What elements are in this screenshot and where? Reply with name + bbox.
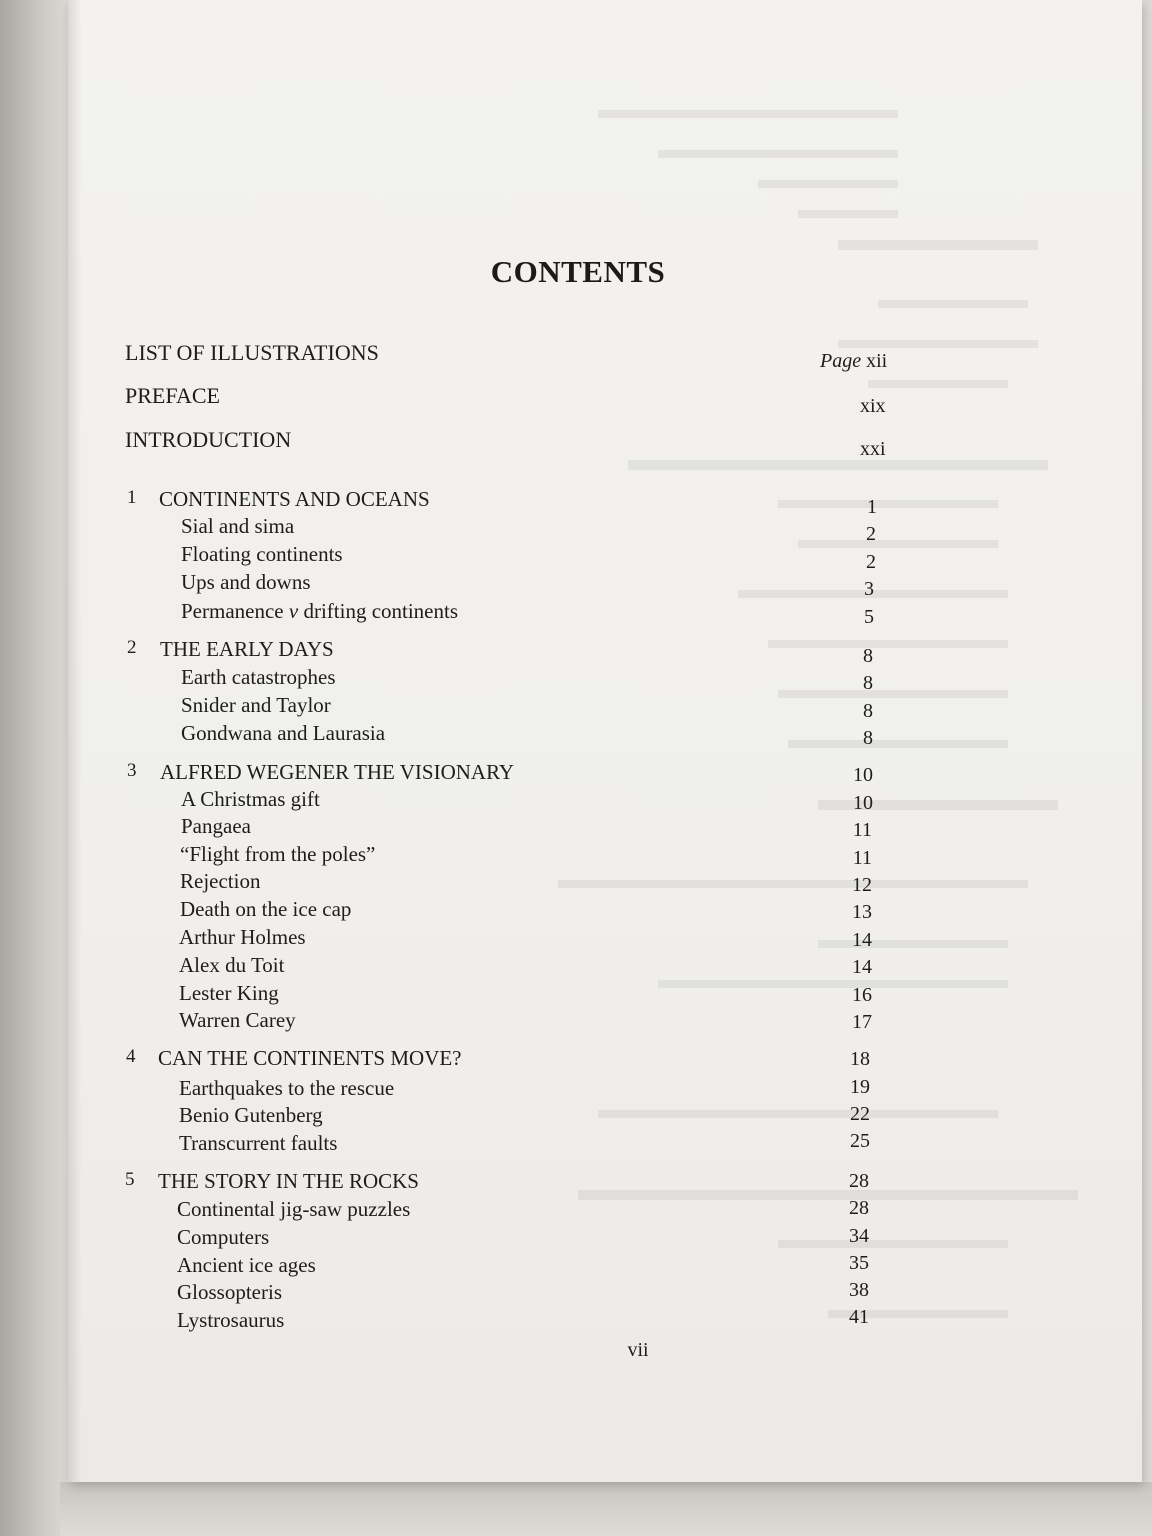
section-page: 12: [852, 874, 872, 896]
section-title: Warren Carey: [179, 1008, 296, 1032]
chapter-title: THE EARLY DAYS: [160, 637, 334, 661]
section-page: 11: [852, 847, 872, 869]
section-title: Continental jig-saw puzzles: [177, 1197, 411, 1221]
section-title: Glossopteris: [177, 1280, 282, 1304]
page-title: CONTENTS: [490, 254, 666, 289]
toc-front-page: [820, 350, 887, 373]
chapter-page: 18: [850, 1048, 870, 1070]
section-title: Alex du Toit: [179, 953, 285, 977]
page-number: xii: [866, 350, 888, 372]
page-prefix: Page: [820, 350, 862, 372]
section-title: Pangaea: [181, 814, 251, 838]
chapter-title: THE STORY IN THE ROCKS: [158, 1169, 419, 1193]
chapter-number: 1: [127, 487, 137, 508]
section-title: Lester King: [179, 981, 279, 1005]
section-page: 13: [852, 901, 872, 923]
toc-front-label: LIST OF ILLUSTRATIONS: [125, 340, 379, 365]
section-title: Floating continents: [181, 542, 343, 566]
chapter-page: 8: [863, 645, 873, 667]
section-page: 14: [852, 956, 872, 978]
section-page: 17: [852, 1011, 872, 1033]
section-page: 8: [863, 727, 873, 749]
section-title: Rejection: [180, 869, 261, 893]
section-page: 11: [852, 819, 872, 841]
gutter-shadow: [68, 0, 82, 1482]
chapter-page: 1: [867, 496, 877, 518]
book-bottom-edge: [60, 1482, 1152, 1536]
section-page: 14: [852, 929, 872, 951]
section-title: Ups and downs: [181, 570, 311, 594]
chapter-number: 4: [126, 1046, 136, 1067]
section-page: 5: [864, 606, 874, 628]
chapter-number: 5: [125, 1169, 135, 1190]
section-title: Earth catastrophes: [181, 665, 336, 689]
section-page: 8: [863, 700, 873, 722]
section-title: Arthur Holmes: [179, 925, 306, 949]
section-page: 35: [849, 1252, 869, 1274]
section-page: 8: [863, 672, 873, 694]
section-title: Sial and sima: [181, 514, 295, 538]
section-title: Ancient ice ages: [177, 1253, 316, 1277]
toc-front-label: PREFACE: [125, 383, 220, 408]
contents-page: [68, 0, 1142, 1482]
toc-front-page: xxi: [860, 438, 886, 460]
background-right: [1142, 0, 1152, 1536]
section-page: 3: [864, 578, 874, 600]
chapter-title: ALFRED WEGENER THE VISIONARY: [160, 760, 515, 784]
section-page: 10: [853, 792, 873, 814]
section-title: Snider and Taylor: [181, 693, 331, 717]
section-page: 22: [850, 1103, 870, 1125]
section-title: Gondwana and Laurasia: [181, 721, 386, 745]
section-page: 38: [849, 1279, 869, 1301]
section-page: 16: [852, 984, 872, 1006]
section-page: 28: [849, 1197, 869, 1219]
chapter-page: 28: [849, 1170, 869, 1192]
section-title: Earthquakes to the rescue: [179, 1076, 395, 1100]
section-title: A Christmas gift: [181, 787, 320, 811]
chapter-page: 10: [853, 764, 873, 786]
section-page: 34: [849, 1225, 869, 1247]
section-page: 41: [849, 1306, 869, 1328]
section-title: Lystrosaurus: [177, 1308, 285, 1332]
toc-front-label: INTRODUCTION: [125, 427, 292, 452]
section-page: 25: [850, 1130, 870, 1152]
section-title: Permanence v drifting continents: [181, 599, 459, 623]
section-title: Death on the ice cap: [180, 897, 352, 921]
section-page: 2: [866, 523, 876, 545]
chapter-title: CONTINENTS AND OCEANS: [159, 487, 430, 511]
chapter-title: CAN THE CONTINENTS MOVE?: [158, 1046, 462, 1070]
section-title: Benio Gutenberg: [179, 1103, 323, 1127]
section-title: Transcurrent faults: [179, 1131, 338, 1155]
chapter-number: 3: [127, 760, 137, 781]
toc-front-page: xix: [860, 395, 886, 417]
section-title: Computers: [177, 1225, 270, 1249]
section-title: “Flight from the poles”: [180, 842, 376, 866]
page-folio: vii: [627, 1339, 649, 1361]
section-page: 2: [866, 551, 876, 573]
chapter-number: 2: [127, 637, 137, 658]
section-page: 19: [850, 1076, 870, 1098]
